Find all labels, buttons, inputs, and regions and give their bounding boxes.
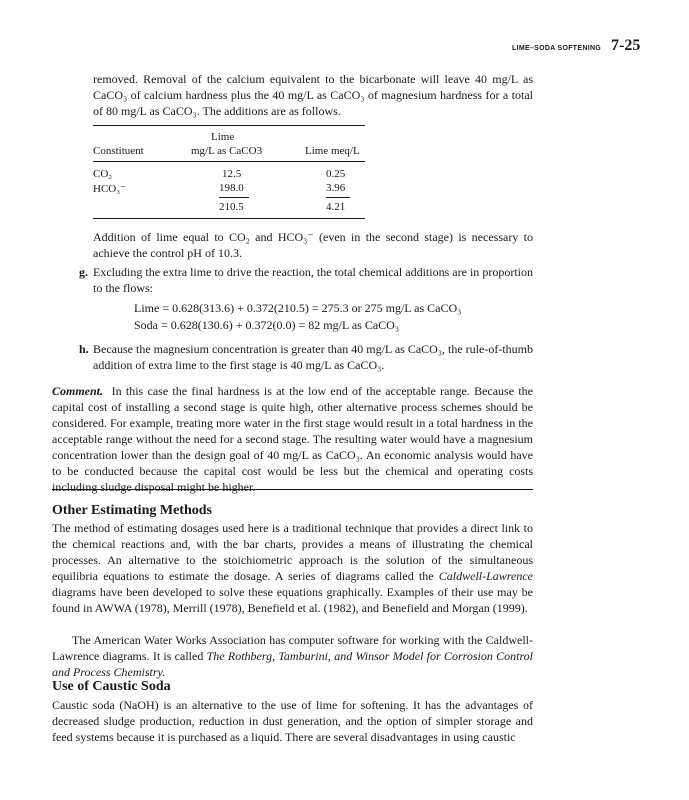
table-col-header: mg/L as CaCO3	[191, 145, 263, 157]
comment-label: Comment.	[52, 384, 104, 398]
table-col-header: Lime meq/L	[305, 145, 360, 157]
list-label: g.	[79, 265, 88, 279]
after-table-paragraph: Addition of lime equal to CO₂ and HCO₃⁻ (even in the second stage) is necessary to achieve the control pH of 10.3.	[93, 230, 533, 260]
table-col-header-top: Lime	[211, 131, 235, 143]
table-total-mg: 210.5	[219, 201, 244, 213]
subtotal-rule-mg	[219, 197, 249, 198]
table-top-rule	[93, 125, 365, 126]
table-cell-constituent: CO₂	[93, 168, 113, 180]
list-item-text: Because the magnesium concentration is greater than 40 mg/L as CaCO₃, the rule-of-thumb addition of extra lime to the first stage is 40 mg/L as CaCO₃.	[93, 342, 533, 372]
italic-title: The Rothberg, Tamburini, and Winsor Model for Corrosion Control and Process Chemistry.	[52, 649, 534, 679]
table-cell-meq: 0.25	[326, 168, 346, 180]
other-methods-paragraph-2	[52, 632, 533, 680]
comment-text: In this case the final hardness is at the low end of the acceptable range. Because the capital cost of installing a second stage is quite high, other alternative process schemes should be considered. For example, treating more water in the first stage would result in a total hardness in the acceptable range without the need for a second stage. The resulting water would have a magnesium concentration lower than the design goal of 40 mg/L as CaCO₃. An economic analysis would have to be conducted because the capital cost would be less but the chemical and operating costs including sludge disposal might be higher.	[52, 384, 534, 494]
table-bottom-rule	[93, 218, 365, 219]
section-heading-other-methods: Other Estimating Methods	[52, 503, 212, 518]
table-cell-constituent: HCO₃⁻	[93, 183, 126, 195]
section-heading-caustic-soda: Use of Caustic Soda	[52, 679, 171, 694]
equation-lime: Lime = 0.628(313.6) + 0.372(210.5) = 275.3 or 275 mg/L as CaCO₃	[134, 301, 462, 315]
table-cell-mg: 198.0	[219, 182, 244, 194]
comment-paragraph	[52, 383, 533, 495]
table-col-header: Constituent	[93, 145, 144, 157]
subtotal-rule-meq	[326, 197, 350, 198]
other-methods-paragraph-1	[52, 520, 533, 616]
caustic-soda-paragraph: Caustic soda (NaOH) is an alternative to the use of lime for softening. It has the advantages of decreased sludge production, reduction in dust generation, and the option of simpler storage and feed systems because it is purchased as a liquid. There are several disadvantages in using caustic	[52, 698, 533, 744]
paragraph-text: The American Water Works Association has computer software for working with the Caldwell-Lawrence diagrams. It is called	[52, 633, 533, 663]
page-number: 7-25	[611, 37, 641, 54]
italic-term: Caldwell-Lawrence	[438, 569, 533, 583]
table-total-meq: 4.21	[326, 201, 346, 213]
list-item-text: Excluding the extra lime to drive the reaction, the total chemical additions are in proportion to the flows:	[93, 265, 533, 295]
equation-soda: Soda = 0.628(130.6) + 0.372(0.0) = 82 mg/L as CaCO₃	[134, 318, 400, 332]
table-cell-mg: 12.5	[222, 168, 242, 180]
list-item-h	[79, 341, 533, 373]
list-label: h.	[79, 342, 89, 356]
list-item-g	[79, 264, 533, 296]
running-title: LIME–SODA SOFTENING	[512, 45, 602, 52]
paragraph-text: diagrams have been developed to solve these equations graphically. Examples of their use may be found in AWWA (1978), Merrill (1978), Benefield et al. (1982), and Benefield and Morgan (1999).	[52, 585, 533, 615]
table-cell-meq: 3.96	[326, 182, 346, 194]
paragraph-text: The method of estimating dosages used here is a traditional technique that provides a direct link to the chemical reactions and, with the bar charts, provides a means of illustrating the chemical processes. An alternative to the stoichiometric approach is the solution of the simultaneous equilibria equations to estimate the dosage. A series of diagrams called the	[52, 521, 533, 583]
section-divider	[52, 489, 533, 490]
table-header-rule	[93, 161, 365, 162]
intro-paragraph: removed. Removal of the calcium equivalent to the bicarbonate will leave 40 mg/L as CaCO₃ of calcium hardness plus the 40 mg/L as CaCO₃ of magnesium hardness for a total of 80 mg/L as CaCO₃. The additions are as follows.	[93, 72, 533, 118]
